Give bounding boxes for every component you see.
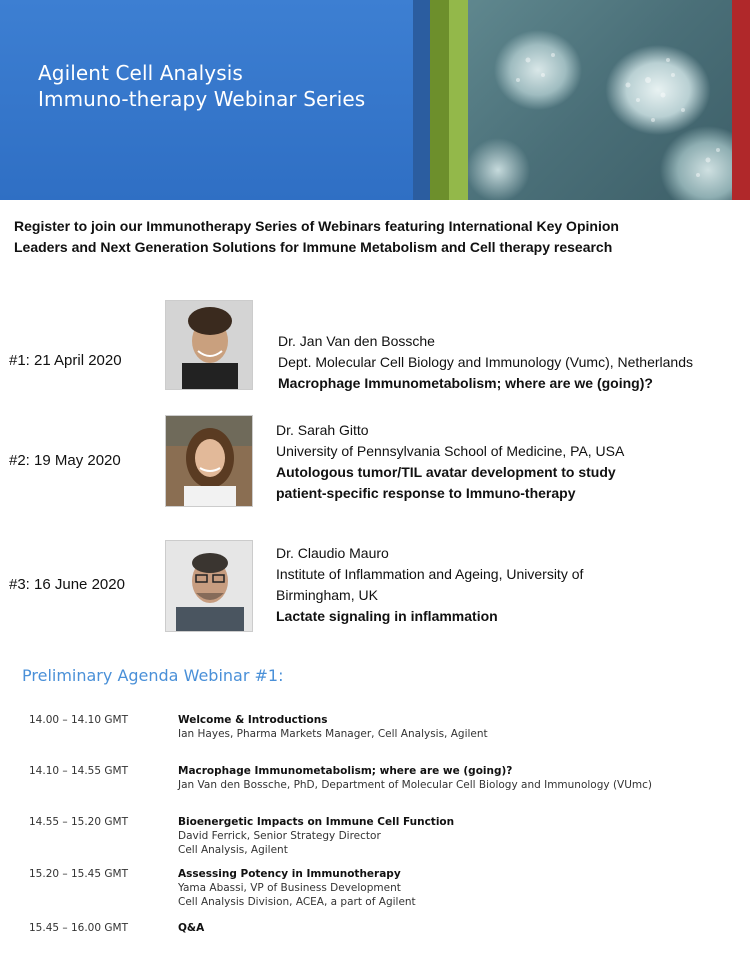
header-banner [0, 0, 750, 200]
speaker-1-portrait [166, 301, 253, 390]
agenda-item-3-speaker: David Ferrick, Senior Strategy Director [178, 830, 381, 842]
speaker-1-talk: Macrophage Immunometabolism; where are we (going)? [278, 375, 653, 391]
speaker-3-name: Dr. Claudio Mauro [276, 545, 389, 561]
speaker-3-portrait [166, 541, 253, 632]
speaker-2-talk-line-2: patient-specific response to Immuno-therapy [276, 485, 576, 501]
banner-stripe-green [430, 0, 449, 200]
speaker-1-name: Dr. Jan Van den Bossche [278, 333, 435, 349]
speaker-1-info [278, 331, 693, 394]
agenda-item-4-speaker: Yama Abassi, VP of Business Development [178, 882, 401, 894]
agenda-item-1-speaker: Ian Hayes, Pharma Markets Manager, Cell Analysis, Agilent [178, 728, 488, 740]
banner-title-line-1: Agilent Cell Analysis [38, 61, 243, 85]
agenda-item-2-time: 14.10 – 14.55 GMT [29, 765, 128, 777]
agenda-item-5-time: 15.45 – 16.00 GMT [29, 922, 128, 934]
agenda-item-3-organization: Cell Analysis, Agilent [178, 844, 288, 856]
agenda-item-1-title: Welcome & Introductions [178, 714, 328, 726]
agenda-item-3-title: Bioenergetic Impacts on Immune Cell Function [178, 816, 455, 828]
speaker-3-info [276, 543, 583, 627]
agenda-item-3-time: 14.55 – 15.20 GMT [29, 816, 128, 828]
agenda-item-2-title: Macrophage Immunometabolism; where are we (going)? [178, 765, 513, 777]
cell-texture-graphic [468, 0, 732, 200]
speaker-2-photo [165, 415, 253, 507]
speaker-3-photo [165, 540, 253, 632]
speaker-3-affiliation-line-2: Birmingham, UK [276, 587, 378, 603]
speaker-3-affiliation-line-1: Institute of Inflammation and Ageing, University of [276, 566, 584, 582]
banner-title-line-2: Immuno-therapy Webinar Series [38, 87, 366, 111]
agenda-item-4-organization: Cell Analysis Division, ACEA, a part of Agilent [178, 896, 416, 908]
banner-stripe-navy [413, 0, 430, 200]
agenda-item-5-title: Q&A [178, 922, 205, 934]
speaker-2-name: Dr. Sarah Gitto [276, 422, 369, 438]
agenda-heading: Preliminary Agenda Webinar #1: [22, 666, 284, 685]
agenda-item-4-title: Assessing Potency in Immunotherapy [178, 868, 401, 880]
speaker-2-talk-line-1: Autologous tumor/TIL avatar development to study [276, 464, 616, 480]
agenda-item-2-speaker: Jan Van den Bossche, PhD, Department of Molecular Cell Biology and Immunology (VUmc) [178, 779, 653, 791]
banner-stripe-red [732, 0, 750, 200]
speaker-2-portrait [166, 416, 253, 507]
speaker-3-date: #3: 16 June 2020 [9, 576, 125, 593]
banner-stripe-lime [449, 0, 468, 200]
speaker-2-affiliation: University of Pennsylvania School of Medicine, PA, USA [276, 443, 625, 459]
speaker-2-info [276, 420, 624, 504]
speaker-3-talk: Lactate signaling in inflammation [276, 608, 498, 624]
agenda-item-4-time: 15.20 – 15.45 GMT [29, 868, 128, 880]
immune-cells-image [468, 0, 732, 200]
intro-text: Register to join our Immunotherapy Series of Webinars featuring International Key Opinion Leaders and Next Generation Solutions for Immune Metabolism and Cell therapy research [14, 218, 619, 255]
banner-title [38, 60, 365, 112]
speaker-2-date: #2: 19 May 2020 [9, 452, 121, 469]
speaker-1-photo [165, 300, 253, 390]
agenda-item-1-time: 14.00 – 14.10 GMT [29, 714, 128, 726]
speaker-1-date: #1: 21 April 2020 [9, 352, 122, 369]
speaker-1-affiliation: Dept. Molecular Cell Biology and Immunology (Vumc), Netherlands [278, 354, 693, 370]
